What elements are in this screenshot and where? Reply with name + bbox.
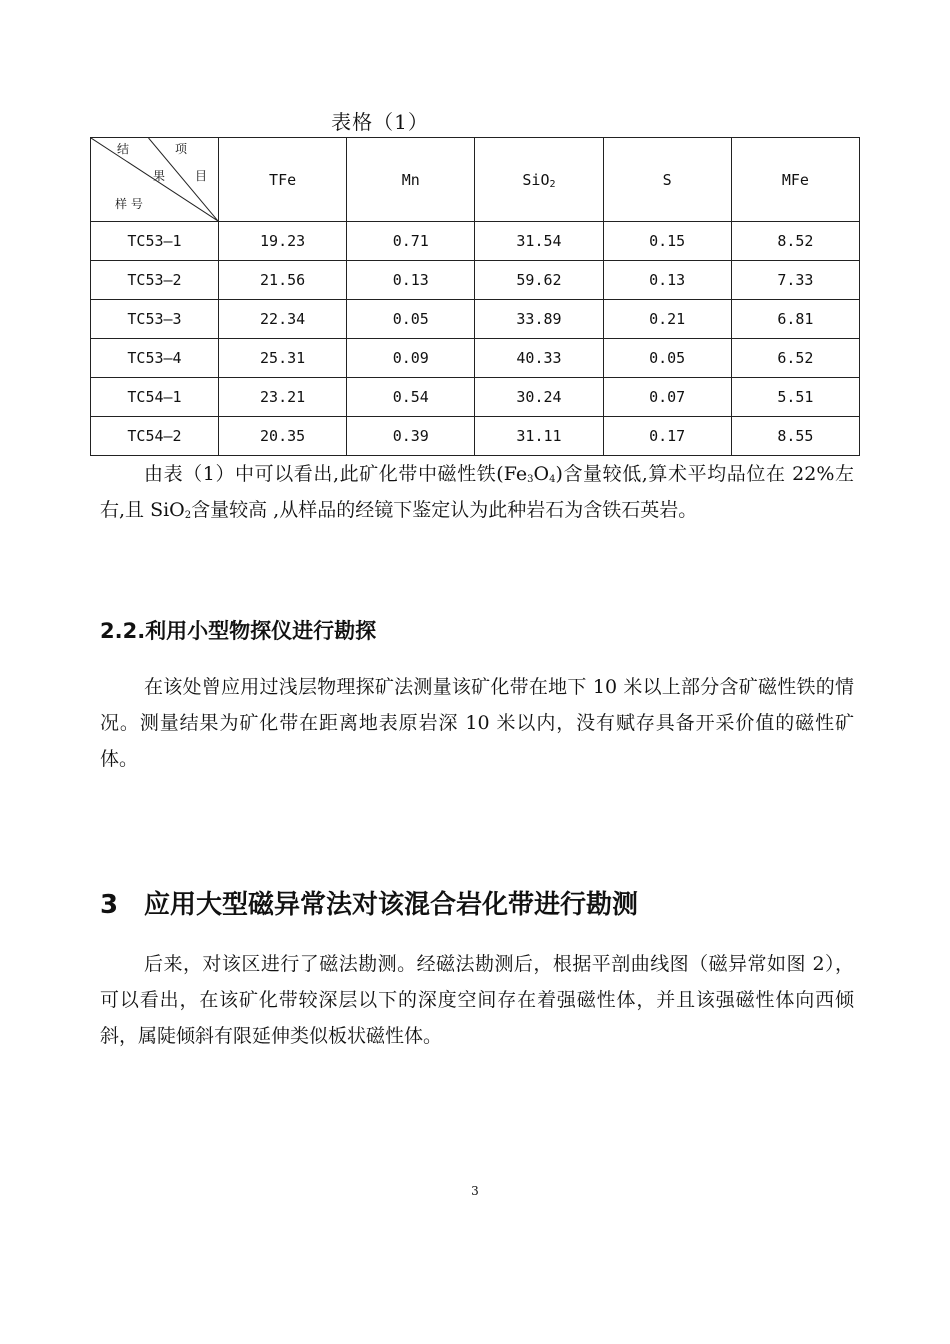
table-cell: 0.54 xyxy=(347,378,475,417)
table-cell: 6.81 xyxy=(731,300,859,339)
section-title: 应用大型磁异常法对该混合岩化带进行勘测 xyxy=(144,890,639,920)
table-cell: 0.71 xyxy=(347,222,475,261)
table-cell: 0.17 xyxy=(603,417,731,456)
table-cell: 8.55 xyxy=(731,417,859,456)
table-row xyxy=(91,417,860,456)
table-cell: 19.23 xyxy=(219,222,347,261)
column-header: MFe xyxy=(731,138,859,222)
column-header: S xyxy=(603,138,731,222)
corner-label-bottom: 样 号 xyxy=(115,197,143,211)
table-row xyxy=(91,339,860,378)
section-number: 3 xyxy=(100,890,119,920)
sample-id-cell: TC54—1 xyxy=(91,378,219,417)
table-cell: 22.34 xyxy=(219,300,347,339)
page-number: 3 xyxy=(471,1184,479,1198)
corner-label-top-left: 结 xyxy=(117,142,130,156)
table-row xyxy=(91,261,860,300)
sample-id-cell: TC53—4 xyxy=(91,339,219,378)
table-cell: 0.21 xyxy=(603,300,731,339)
table-caption: 表格（1） xyxy=(331,110,429,134)
paragraph-magnetic-survey: 后来，对该区进行了磁法勘测。经磁法勘测后，根据平剖曲线图（磁异常如图 2），可以看出，在该矿化带较深层以下的深度空间存在着强磁性体，并且该强磁性体向西倾斜，属陡倾斜有限延伸类似板状磁性体。 xyxy=(100,953,854,1047)
assay-table xyxy=(90,137,860,456)
table-cell: 5.51 xyxy=(731,378,859,417)
table-cell: 59.62 xyxy=(475,261,603,300)
table-corner-cell xyxy=(91,138,219,222)
section-heading-3 xyxy=(100,884,638,921)
section-heading-2-2: 2.2.利用小型物探仪进行勘探 xyxy=(100,619,377,643)
sample-id-cell: TC54—2 xyxy=(91,417,219,456)
table-cell: 25.31 xyxy=(219,339,347,378)
table-cell: 31.11 xyxy=(475,417,603,456)
table-cell: 0.15 xyxy=(603,222,731,261)
column-header: Mn xyxy=(347,138,475,222)
table-cell: 0.13 xyxy=(603,261,731,300)
corner-label-mid-left: 果 xyxy=(153,169,166,183)
table-cell: 21.56 xyxy=(219,261,347,300)
corner-label-top-right: 项 xyxy=(175,142,188,156)
sample-id-cell: TC53—1 xyxy=(91,222,219,261)
table-row xyxy=(91,378,860,417)
corner-label-mid-right: 目 xyxy=(195,169,208,183)
table-header-row xyxy=(91,138,860,222)
table-cell: 6.52 xyxy=(731,339,859,378)
column-header: TFe xyxy=(219,138,347,222)
table-cell: 8.52 xyxy=(731,222,859,261)
table-cell: 7.33 xyxy=(731,261,859,300)
paragraph-table-summary: 由表（1）中可以看出,此矿化带中磁性铁$(Fe_3O_4)$含量较低,算术平均品位在 22%左右,且 SiO$_2$含量较高 ,从样品的经镜下鉴定认为此种岩石为含铁石英岩。 xyxy=(100,463,854,521)
table-row xyxy=(91,300,860,339)
table-cell: 0.13 xyxy=(347,261,475,300)
table-cell: 0.09 xyxy=(347,339,475,378)
table-cell: 23.21 xyxy=(219,378,347,417)
table-cell: 20.35 xyxy=(219,417,347,456)
sample-id-cell: TC53—2 xyxy=(91,261,219,300)
sample-id-cell: TC53—3 xyxy=(91,300,219,339)
column-header: SiO$_2$ xyxy=(475,138,603,222)
table-cell: 0.05 xyxy=(347,300,475,339)
table-cell: 40.33 xyxy=(475,339,603,378)
table-cell: 0.07 xyxy=(603,378,731,417)
table-cell: 30.24 xyxy=(475,378,603,417)
table-cell: 0.05 xyxy=(603,339,731,378)
table-cell: 33.89 xyxy=(475,300,603,339)
paragraph-shallow-survey: 在该处曾应用过浅层物理探矿法测量该矿化带在地下 10 米以上部分含矿磁性铁的情况。测量结果为矿化带在距离地表原岩深 10 米以内，没有赋存具备开采价值的磁性矿体。 xyxy=(100,676,854,770)
table-row xyxy=(91,222,860,261)
table-cell: 31.54 xyxy=(475,222,603,261)
table-cell: 0.39 xyxy=(347,417,475,456)
